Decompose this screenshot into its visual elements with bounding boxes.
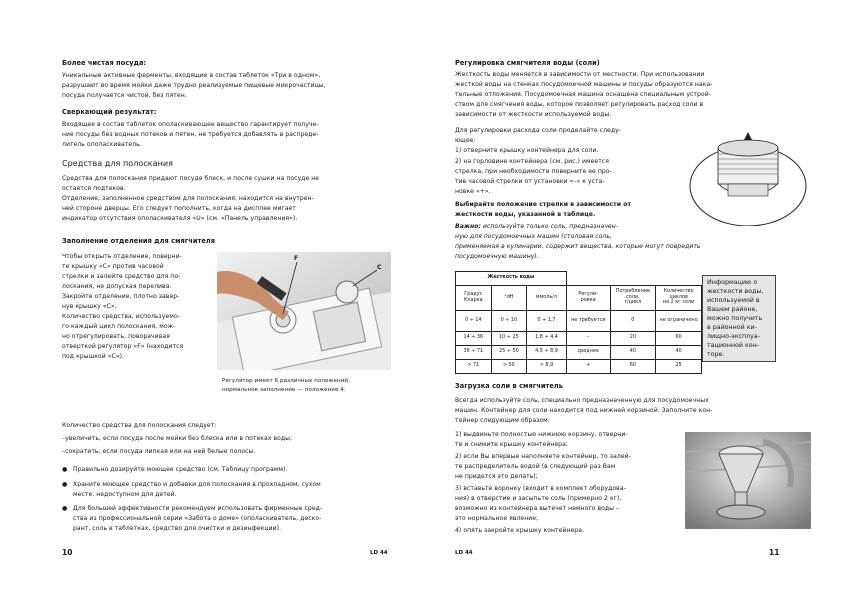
important-note-line bbox=[455, 222, 618, 232]
paragraph-line: Количество средства для полоскания следует: bbox=[62, 422, 217, 429]
table-cell: – bbox=[566, 331, 610, 345]
table-cell: 4,5 ÷ 8,9 bbox=[527, 345, 567, 359]
right-page bbox=[421, 0, 841, 595]
paragraph-line: отверткой регулятор «F» (находится bbox=[62, 343, 184, 350]
important-label: Важно: bbox=[455, 223, 481, 230]
step-line: возможно из контейнера вытечет немного воды – bbox=[455, 505, 620, 512]
table-cell: 40 bbox=[656, 345, 702, 359]
table-cell: 60 bbox=[610, 359, 656, 373]
table-row bbox=[456, 310, 702, 331]
paragraph-line: Средства для полоскания придают посуде блеск, и после сушки на посуде не bbox=[62, 175, 320, 182]
step-line: стрелка, при необходимости поверните ее про- bbox=[455, 168, 612, 175]
table-cell: + bbox=[566, 359, 610, 373]
model-code: LD 44 bbox=[455, 550, 473, 556]
step-line: те и снимите крышку контейнера; bbox=[455, 441, 568, 448]
paragraph-line: стрелки и залейте средство для по- bbox=[62, 273, 181, 280]
paragraph-line: те крышку «С» против часовой bbox=[62, 263, 164, 270]
paragraph-line: лоскания, не допуская перелива. bbox=[62, 283, 172, 290]
bullet-line: Для большей эффективности рекомендуем использовать фирменные сред- bbox=[73, 505, 323, 512]
info-box-line: в районной ки- bbox=[707, 324, 757, 331]
table-cell: > 71 bbox=[456, 359, 492, 373]
table-header-cell: ммоль/л bbox=[527, 285, 567, 310]
paragraph-line: машин. Контейнер для соли находится под нижней корзиной. Заполните кон- bbox=[455, 407, 713, 414]
page-number: 10 bbox=[62, 548, 73, 557]
bullet-line: Храните моющее средство и добавки для полоскания в прохладном, сухом bbox=[73, 481, 321, 488]
table-cell: не требуется bbox=[566, 310, 610, 331]
page-number: 11 bbox=[769, 548, 780, 557]
paragraph-line: жесткой воды на стенках посудомоечной машины и посуды образуются нака- bbox=[455, 81, 713, 88]
heading-cleaner-dishes: Более чистая посуда: bbox=[62, 59, 147, 67]
paragraph-line: разрушают во время мойки даже трудно реализуемые пищевые микрочастицы, bbox=[62, 82, 326, 89]
table-cell: 25 ÷ 50 bbox=[491, 345, 527, 359]
table-row bbox=[456, 345, 702, 359]
bullet-line: рант, соль в таблетках, средство для очистки и дезинфекции). bbox=[73, 525, 282, 532]
figure-label-c: C bbox=[377, 264, 382, 271]
paragraph-line: –сократить, если посуда липкая или на ней белые полосы. bbox=[62, 448, 256, 455]
step-line: 2) если Вы впервые наполняете контейнер, то залей- bbox=[455, 453, 631, 460]
paragraph-line: Количество средства, используемо- bbox=[62, 313, 180, 320]
bullet-dot: ● bbox=[62, 481, 68, 488]
info-box-line: Вашем районе, bbox=[707, 306, 758, 313]
paragraph-line: остается подтеков. bbox=[62, 185, 126, 192]
heading-water-softener: Регулировка смягчителя воды (соли) bbox=[455, 59, 600, 67]
step-line: не придется это делать); bbox=[455, 473, 538, 480]
table-cell: 20 bbox=[610, 331, 656, 345]
step-line: новке «+». bbox=[455, 188, 491, 195]
table-cell: не ограничено bbox=[656, 310, 702, 331]
table-header-cell: °dH bbox=[491, 285, 527, 310]
table-cell: среднее bbox=[566, 345, 610, 359]
paragraph-line: но отрегулировать, поворачивая bbox=[62, 333, 170, 340]
paragraph-line: Для регулировки расхода соли проделайте следу- bbox=[455, 127, 622, 134]
paragraph-line: нув крышку «С». bbox=[62, 303, 117, 310]
paragraph-line: ющее: bbox=[455, 137, 476, 144]
table-cell: > 8,9 bbox=[527, 359, 567, 373]
left-page bbox=[0, 0, 420, 595]
section-title-rinse-aid: Средства для полоскания bbox=[62, 159, 173, 168]
info-box-line: жесткости воды, bbox=[707, 288, 764, 295]
paragraph-line: ние посуды без водных потеков и пятен, не требуется добавлять в распреде- bbox=[62, 131, 319, 138]
table-cell: 60 bbox=[656, 331, 702, 345]
table-header-cell: Количество циклов на 2 кг соли bbox=[656, 285, 702, 310]
table-header-cell: Регули- ровка bbox=[566, 285, 610, 310]
table-header-cell: Градус Кларка bbox=[456, 285, 492, 310]
table-subheader-row bbox=[456, 285, 702, 310]
paragraph-line: ством для смягчения воды, которое позволяет регулировать расход соли в bbox=[455, 101, 704, 108]
table-cell: 10 ÷ 25 bbox=[491, 331, 527, 345]
table-cell: 14 ÷ 36 bbox=[456, 331, 492, 345]
paragraph-line: зависимости от жесткости используемой воды. bbox=[455, 111, 612, 118]
paragraph-line: го каждый цикл полоскания, мож- bbox=[62, 323, 176, 330]
info-box-line: тационной кон- bbox=[707, 342, 759, 349]
paragraph-line: Закройте отделение, плотно завер- bbox=[62, 293, 180, 300]
water-hardness-table bbox=[455, 271, 702, 374]
figure-caption-line: Регулятор имеет 6 различных положений, bbox=[222, 378, 350, 384]
heading-fill-dispenser: Заполнение отделения для смягчителя bbox=[62, 237, 216, 245]
paragraph-line: Уникальные активные ферменты, входящие в состав таблеток «Три в одном», bbox=[62, 72, 321, 79]
table-row bbox=[456, 331, 702, 345]
heading-load-salt: Загрузка соли в смягчитель bbox=[455, 382, 564, 390]
step-line: ния) в отверстие и засыпьте соль (примерно 2 кг), bbox=[455, 495, 622, 502]
step-line: это нормальное явление; bbox=[455, 515, 539, 522]
step-line: те распределитель водой (в следующий раз Вам bbox=[455, 463, 616, 470]
table-cell: 0 bbox=[610, 310, 656, 331]
step-line: 1) отверните крышку контейнера для соли. bbox=[455, 147, 599, 154]
water-hardness-info-box bbox=[702, 275, 776, 362]
table-row bbox=[456, 359, 702, 373]
salt-container-figure bbox=[684, 126, 812, 226]
step-line: 3) вставьте воронку (входит в комплект оборудова- bbox=[455, 485, 626, 492]
paragraph-line: Жесткость воды меняется в зависимости от местности. При использовании bbox=[455, 71, 705, 78]
figure-caption-line: нормальное заполнение — положение 4. bbox=[222, 387, 346, 393]
rinse-aid-dispenser-photo bbox=[217, 252, 391, 370]
paragraph-line: посуда получается чистой, без пятен. bbox=[62, 92, 187, 99]
info-box-line: торе. bbox=[707, 351, 725, 358]
paragraph-line: тельные отложения. Посудомоечная машина оснащена специальным устрой- bbox=[455, 91, 711, 98]
paragraph-line: литель ополаскиватель. bbox=[62, 141, 142, 148]
info-box-line: Информацию о bbox=[707, 279, 758, 286]
paragraph-line: ней стороне дверцы. Его следует пополнить, когда на дисплее мигает bbox=[62, 205, 296, 212]
model-code: LD 44 bbox=[370, 550, 388, 556]
info-box-line: можно получить bbox=[707, 315, 763, 322]
table-header-row bbox=[456, 272, 702, 286]
paragraph-line: ную для посудомоечных машин (столовая соль, bbox=[455, 233, 612, 240]
paragraph-line: Всегда используйте соль, специально предназначенную для посудомоечных bbox=[455, 397, 709, 404]
step-line: тив часовой стрелки от установки «–» к уста- bbox=[455, 178, 605, 185]
bullet-dot: ● bbox=[62, 505, 68, 512]
table-cell: 0 ÷ 1,7 bbox=[527, 310, 567, 331]
info-box-line: лищно-эксплуа- bbox=[707, 333, 761, 340]
step-line: 4) опять закройте крышку контейнера. bbox=[455, 527, 584, 534]
paragraph-line: жесткости воды, указанной в таблице. bbox=[455, 211, 596, 218]
paragraph-line: Входящее в состав таблеток ополаскивающее вещество гарантирует получе- bbox=[62, 121, 319, 128]
step-line: 1) выдвиньте полностью нижнюю корзину, отверни- bbox=[455, 431, 628, 438]
paragraph-line: тейнер следующим образом: bbox=[455, 417, 550, 424]
step-line: 2) на горловине контейнера (см. рис.) имеется bbox=[455, 158, 609, 165]
figure-label-f: F bbox=[294, 255, 299, 262]
paragraph-line: под крышкой «С»). bbox=[62, 353, 124, 360]
table-header-cell: Потребление соли, г/цикл bbox=[610, 285, 656, 310]
table-cell: 1,8 ÷ 4,4 bbox=[527, 331, 567, 345]
table-cell: 40 bbox=[610, 345, 656, 359]
important-text: используйте только соль, предназначен- bbox=[480, 223, 618, 230]
table-cell: 0 ÷ 10 bbox=[491, 310, 527, 331]
bullet-line: месте, недоступном для детей. bbox=[73, 491, 177, 498]
paragraph-line: Чтобы открыть отделение, поверни- bbox=[62, 253, 182, 260]
paragraph-line: посудомоечную машину). bbox=[455, 253, 539, 260]
bullet-line: ства из профессиональной серии «Забота о доме» (ополаскиватель, деско- bbox=[73, 515, 322, 522]
heading-sparkling-result: Сверкающий результат: bbox=[62, 108, 157, 116]
table-cell: 25 bbox=[656, 359, 702, 373]
paragraph-line: индикатор отсутствия ополаскивателя «U» (см. «Панель управления»). bbox=[62, 215, 298, 222]
paragraph-line: применяемая в кулинарии, содержит вещества, которые могут повредить bbox=[455, 243, 701, 250]
table-header-cell: Жесткость воды bbox=[456, 272, 567, 286]
paragraph-line: –увеличить, если посуда после мойки без блеска или в потеках воды; bbox=[62, 435, 293, 442]
table-cell: 36 ÷ 71 bbox=[456, 345, 492, 359]
paragraph-line: Выбирайте положение стрелки в зависимости от bbox=[455, 201, 632, 208]
bullet-dot: ● bbox=[62, 466, 68, 473]
bullet-line: Правильно дозируйте моющее средство (см. Таблицу программ). bbox=[73, 466, 288, 473]
table-cell: > 50 bbox=[491, 359, 527, 373]
table-cell: 0 ÷ 14 bbox=[456, 310, 492, 331]
info-box-line: используемой в bbox=[707, 297, 760, 304]
paragraph-line: Отделение, заполненное средством для полоскания, находится на внутрен- bbox=[62, 195, 314, 202]
salt-funnel-photo bbox=[685, 432, 811, 529]
